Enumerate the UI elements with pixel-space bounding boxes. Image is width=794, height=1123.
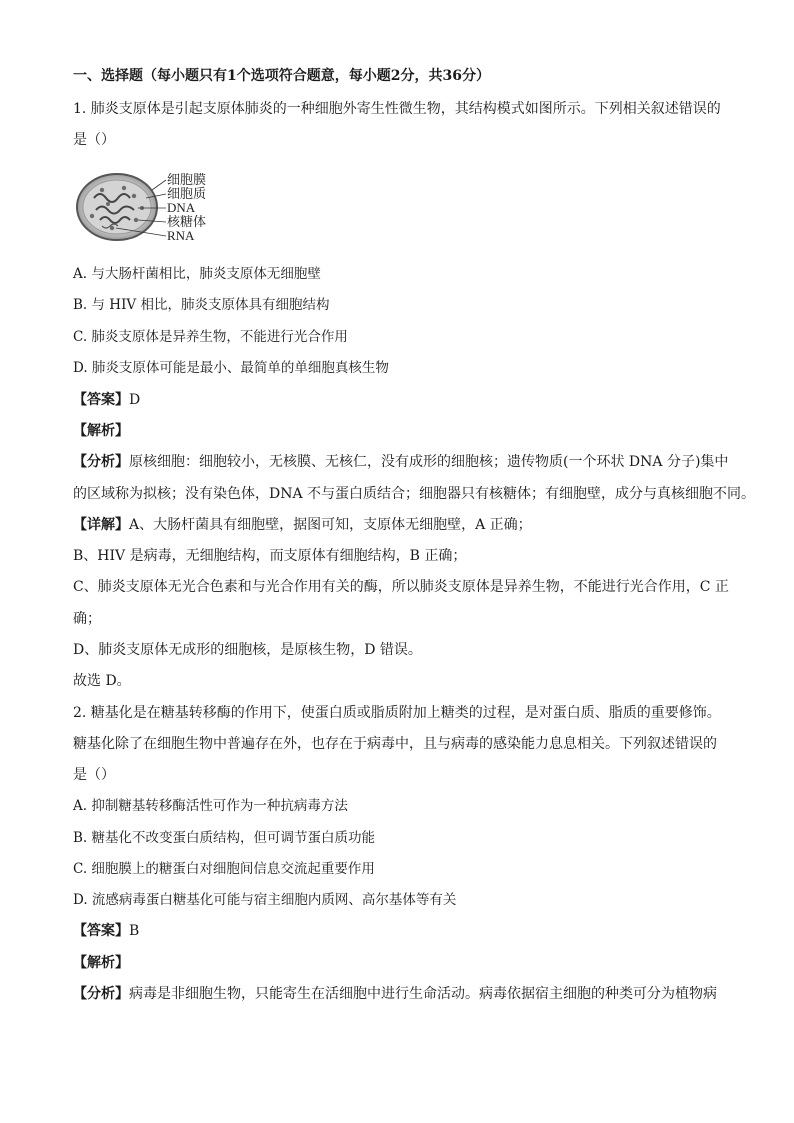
- xiangjie-tag: 【详解】: [73, 517, 129, 533]
- question-1-analysis-tag: 【解析】: [73, 423, 129, 439]
- fenxi-text: 病毒是非细胞生物，只能寄生在活细胞中进行生命活动。病毒依据宿主细胞的种类可分为植物病: [129, 986, 717, 1002]
- xiangjie-text: A、大肠杆菌具有细胞壁，据图可知，支原体无细胞壁，A 正确；: [129, 517, 532, 533]
- question-2-option-d: D. 流感病毒蛋白糖基化可能与宿主细胞内质网、高尔基体等有关: [73, 892, 457, 908]
- question-1-option-c: C. 肺炎支原体是异养生物，不能进行光合作用: [73, 329, 348, 345]
- question-2-option-c: C. 细胞膜上的糖蛋白对细胞间信息交流起重要作用: [73, 861, 375, 877]
- question-1-xiangjie-line-2: B、HIV 是病毒，无细胞结构，而支原体有细胞结构，B 正确；: [73, 548, 467, 564]
- answer-tag: 【答案】: [73, 392, 129, 408]
- fenxi-tag: 【分析】: [73, 454, 129, 470]
- label-cytoplasm: 细胞质: [167, 186, 207, 201]
- question-1-fenxi-line-1: [73, 452, 728, 472]
- question-1-fenxi-line-2: 的区域称为拟核；没有染色体，DNA 不与蛋白质结合；细胞器只有核糖体；有细胞壁，成分与真核细胞不同。: [73, 486, 756, 502]
- fenxi-tag: 【分析】: [73, 986, 129, 1002]
- question-1-xiangjie-line-5: D、肺炎支原体无成形的细胞核，是原核生物，D 错误。: [73, 642, 422, 658]
- mycoplasma-structure-figure: [72, 168, 222, 248]
- question-2-answer: [73, 921, 139, 941]
- question-1-stem-line-2: 是（）: [73, 132, 115, 148]
- question-1-conclusion: 故选 D。: [73, 673, 131, 689]
- label-dna: DNA: [167, 200, 196, 215]
- question-2-stem-line-1: 2. 糖基化是在糖基转移酶的作用下，使蛋白质或脂质附加上糖类的过程，是对蛋白质、脂质的重要修饰。: [73, 705, 721, 721]
- question-1-answer: [73, 390, 140, 410]
- question-2-analysis-tag: 【解析】: [73, 955, 129, 971]
- question-1-xiangjie-line-4: 确；: [73, 611, 101, 627]
- question-2-stem-line-3: 是（）: [73, 767, 115, 783]
- fenxi-text: 原核细胞：细胞较小，无核膜、无核仁，没有成形的细胞核；遗传物质(一个环状 DNA 分子)集中: [129, 454, 729, 470]
- question-2-option-b: B. 糖基化不改变蛋白质结构，但可调节蛋白质功能: [73, 830, 376, 846]
- question-1-option-b: B. 与 HIV 相比，肺炎支原体具有细胞结构: [73, 297, 330, 313]
- question-2-stem-line-2: 糖基化除了在细胞生物中普遍存在外，也存在于病毒中，且与病毒的感染能力息息相关。下列叙述错误的: [73, 736, 717, 752]
- label-cell-membrane: 细胞膜: [167, 172, 207, 187]
- question-1-xiangjie-line-3: C、肺炎支原体无光合色素和与光合作用有关的酶，所以肺炎支原体是异养生物，不能进行光合作用，C 正: [73, 579, 729, 595]
- label-rna: RNA: [167, 228, 195, 243]
- label-ribosome: 核糖体: [167, 214, 207, 229]
- answer-value: B: [129, 923, 140, 939]
- question-1-stem-line-1: 1. 肺炎支原体是引起支原体肺炎的一种细胞外寄生性微生物，其结构模式如图所示。下列相关叙述错误的: [73, 101, 721, 117]
- question-1-option-d: D. 肺炎支原体可能是最小、最简单的单细胞真核生物: [73, 360, 389, 376]
- question-1-option-a: A. 与大肠杆菌相比，肺炎支原体无细胞壁: [73, 266, 321, 282]
- question-1-xiangjie-line-1: [73, 515, 532, 535]
- question-2-option-a: A. 抑制糖基转移酶活性可作为一种抗病毒方法: [73, 798, 348, 814]
- question-2-fenxi-line-1: [73, 984, 717, 1004]
- section-header: 一、选择题（每小题只有1个选项符合题意，每小题2分，共36分）: [73, 68, 490, 84]
- answer-tag: 【答案】: [73, 923, 129, 939]
- answer-value: D: [129, 392, 141, 408]
